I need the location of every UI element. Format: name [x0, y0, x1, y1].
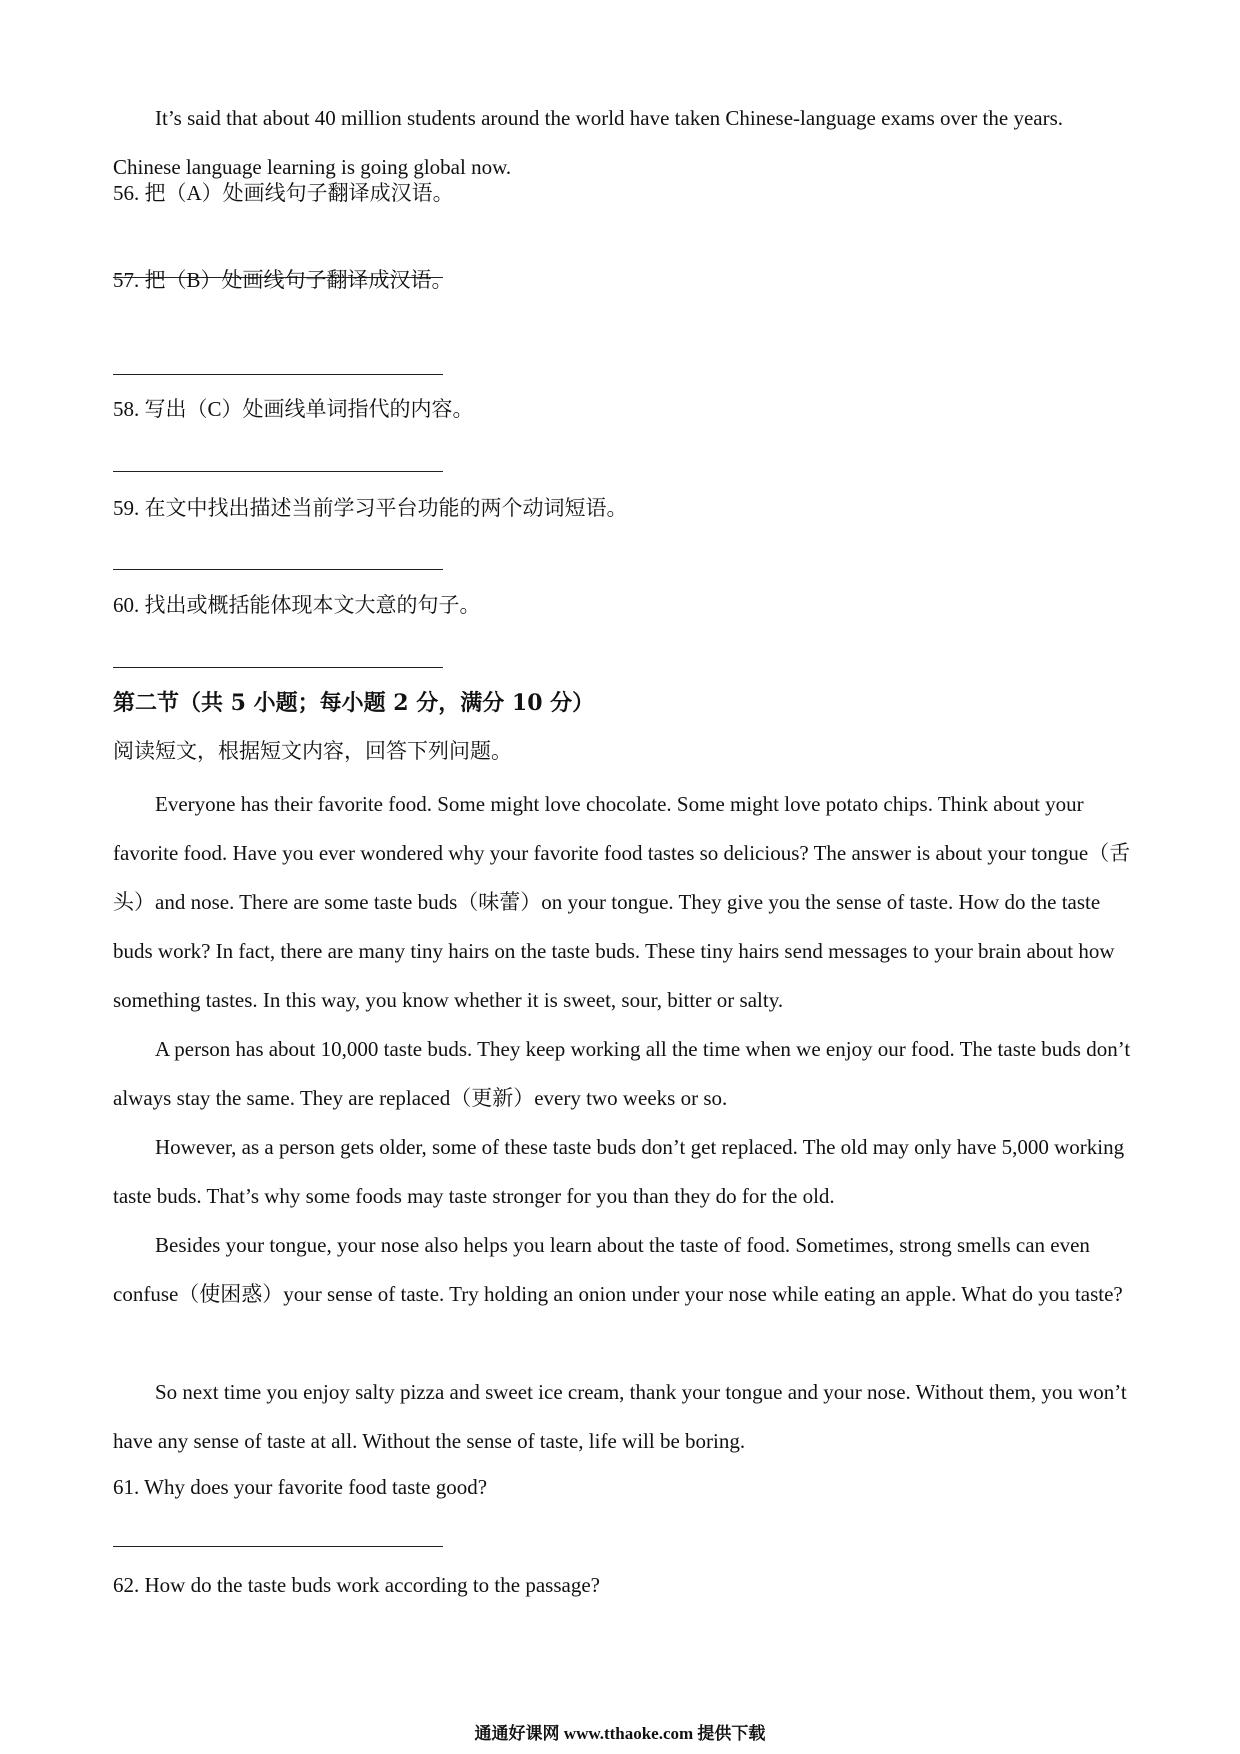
answer-line-60[interactable] — [113, 667, 443, 668]
passage-paragraph: It’s said that about 40 million students around the world have taken Chinese-language exams over the years. Chinese language learning is going global now. — [113, 106, 1064, 179]
passage-paragraph: Besides your tongue, your nose also helps you learn about the taste of food. Sometimes, strong smells can even confuse（使困惑）your sense of taste. Try holding an onion under your nose while eating an apple. What do you taste? — [113, 1233, 1123, 1306]
answer-line-57[interactable] — [113, 374, 443, 375]
section-instruction: 阅读短文，根据短文内容，回答下列问题。 — [113, 739, 512, 763]
question-56: 56. 把（A）处画线句子翻译成汉语。 — [113, 181, 454, 205]
page-footer: 通通好课网 www.tthaoke.com 提供下载 — [474, 1724, 766, 1743]
answer-line-61[interactable] — [113, 1546, 443, 1547]
passage-paragraph: Everyone has their favorite food. Some might love chocolate. Some might love potato chips. Think about your favorite food. Have you ever wondered why your favorite food tastes so delicious? The answer is about your tongue（舌头）and nose. There are some taste buds（味蕾）on your tongue. They give you the sense of taste. How do the taste buds work? In fact, there are many tiny hairs on the taste buds. These tiny hairs send messages to your brain about how something tastes. In this way, you know whether it is sweet, sour, bitter or salty. — [113, 792, 1131, 1012]
answer-line-58[interactable] — [113, 471, 443, 472]
answer-line-59[interactable] — [113, 569, 443, 570]
section-title: 第二节（共 5 小题；每小题 2 分，满分 10 分） — [113, 690, 595, 716]
passage-paragraph: A person has about 10,000 taste buds. They keep working all the time when we enjoy our food. The taste buds don’t always stay the same. They are replaced（更新）every two weeks or so. — [113, 1037, 1131, 1110]
passage-paragraph: So next time you enjoy salty pizza and sweet ice cream, thank your tongue and your nose. Without them, you won’t have any sense of taste at all. Without the sense of taste, life will be boring. — [113, 1380, 1127, 1453]
question-60: 60. 找出或概括能体现本文大意的句子。 — [113, 593, 481, 617]
question-59: 59. 在文中找出描述当前学习平台功能的两个动词短语。 — [113, 496, 628, 520]
question-62: 62. How do the taste buds work according to the passage? — [113, 1573, 600, 1597]
question-61: 61. Why does your favorite food taste good? — [113, 1475, 488, 1499]
question-57: 57. 把（B）处画线句子翻译成汉语。 — [113, 268, 453, 292]
question-58: 58. 写出（C）处画线单词指代的内容。 — [113, 397, 474, 421]
passage-paragraph: However, as a person gets older, some of these taste buds don’t get replaced. The old may only have 5,000 working taste buds. That’s why some foods may taste stronger for you than they do for the old. — [113, 1135, 1125, 1208]
